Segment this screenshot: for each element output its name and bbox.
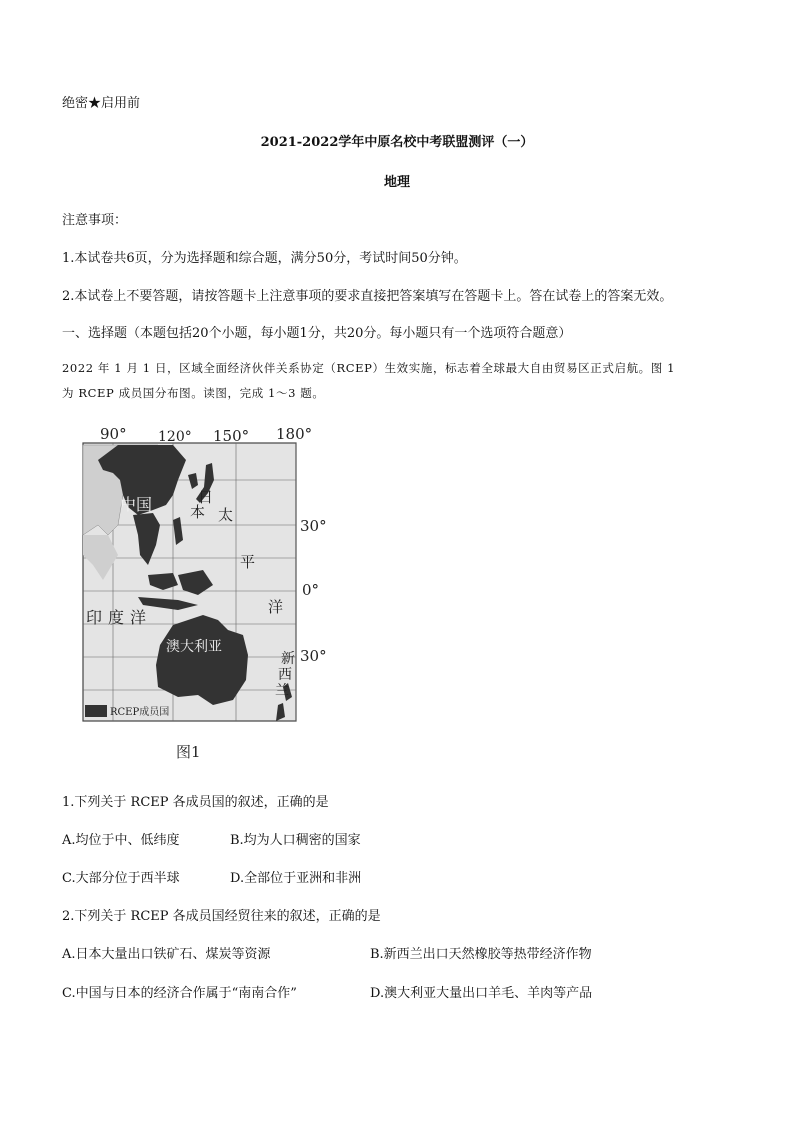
subject-title: 地理	[383, 175, 410, 190]
notice-item-2: 2.本试卷上不要答题，请按答题卡上注意事项的要求直接把答案填写在答题卡上。答在试卷上的答案无效。	[62, 289, 673, 304]
label-indian-ocean: 印度洋	[86, 608, 153, 627]
lat-label-0: 0°	[302, 581, 320, 599]
intro-line-2: 为 RCEP 成员国分布图。读图，完成 1～3 题。	[62, 386, 325, 400]
label-japan-1: 日	[198, 488, 214, 506]
rcep-map-figure	[78, 425, 348, 775]
rcep-map	[78, 425, 348, 775]
label-nz-1: 新	[281, 651, 295, 667]
lon-label-150: 150°	[213, 427, 250, 445]
q1-option-c: C.大部分位于西半球	[62, 871, 180, 886]
q2-stem: 2.下列关于 RCEP 各成员国经贸往来的叙述，正确的是	[62, 909, 381, 924]
label-pacific-2: 平	[240, 553, 256, 571]
notice-heading: 注意事项：	[62, 213, 128, 228]
q1-stem: 1.下列关于 RCEP 各成员国的叙述，正确的是	[62, 795, 329, 810]
label-pacific-3: 洋	[268, 598, 284, 616]
section-heading: 一、选择题（本题包括20个小题，每小题1分，共20分。每小题只有一个选项符合题意）	[62, 326, 572, 341]
label-pacific-1: 太	[218, 506, 234, 524]
label-nz-2: 西	[278, 667, 292, 683]
lon-label-180: 180°	[276, 425, 313, 443]
q2-option-a: A.日本大量出口铁矿石、煤炭等资源	[62, 947, 271, 962]
q2-option-c: C.中国与日本的经济合作属于“南南合作”	[62, 986, 297, 1001]
notice-item-1: 1.本试卷共6页，分为选择题和综合题，满分50分，考试时间50分钟。	[62, 251, 467, 266]
q2-option-d: D.澳大利亚大量出口羊毛、羊肉等产品	[370, 986, 593, 1001]
lon-label-90: 90°	[100, 425, 127, 443]
label-nz-3: 兰	[275, 683, 289, 699]
q1-option-a: A.均位于中、低纬度	[62, 833, 180, 848]
figure-caption: 图1	[176, 743, 201, 761]
lat-label-30n: 30°	[300, 517, 327, 535]
q1-option-b: B.均为人口稠密的国家	[230, 833, 361, 848]
label-japan-2: 本	[190, 503, 206, 521]
q1-option-d: D.全部位于亚洲和非洲	[230, 871, 362, 886]
lat-label-30s: 30°	[300, 647, 327, 665]
legend-label: RCEP成员国	[110, 707, 170, 718]
secret-label: 绝密★启用前	[62, 96, 141, 111]
exam-title: 2021-2022学年中原名校中考联盟测评（一）	[260, 135, 534, 150]
label-china: 中国	[120, 495, 153, 514]
lon-label-120: 120°	[158, 429, 192, 445]
label-australia: 澳大利亚	[166, 639, 222, 655]
q2-option-b: B.新西兰出口天然橡胶等热带经济作物	[370, 947, 592, 962]
intro-line-1: 2022 年 1 月 1 日，区域全面经济伙伴关系协定（RCEP）生效实施，标志着全球最大自由贸易区正式启航。图 1	[62, 361, 676, 375]
legend-swatch	[85, 705, 107, 717]
